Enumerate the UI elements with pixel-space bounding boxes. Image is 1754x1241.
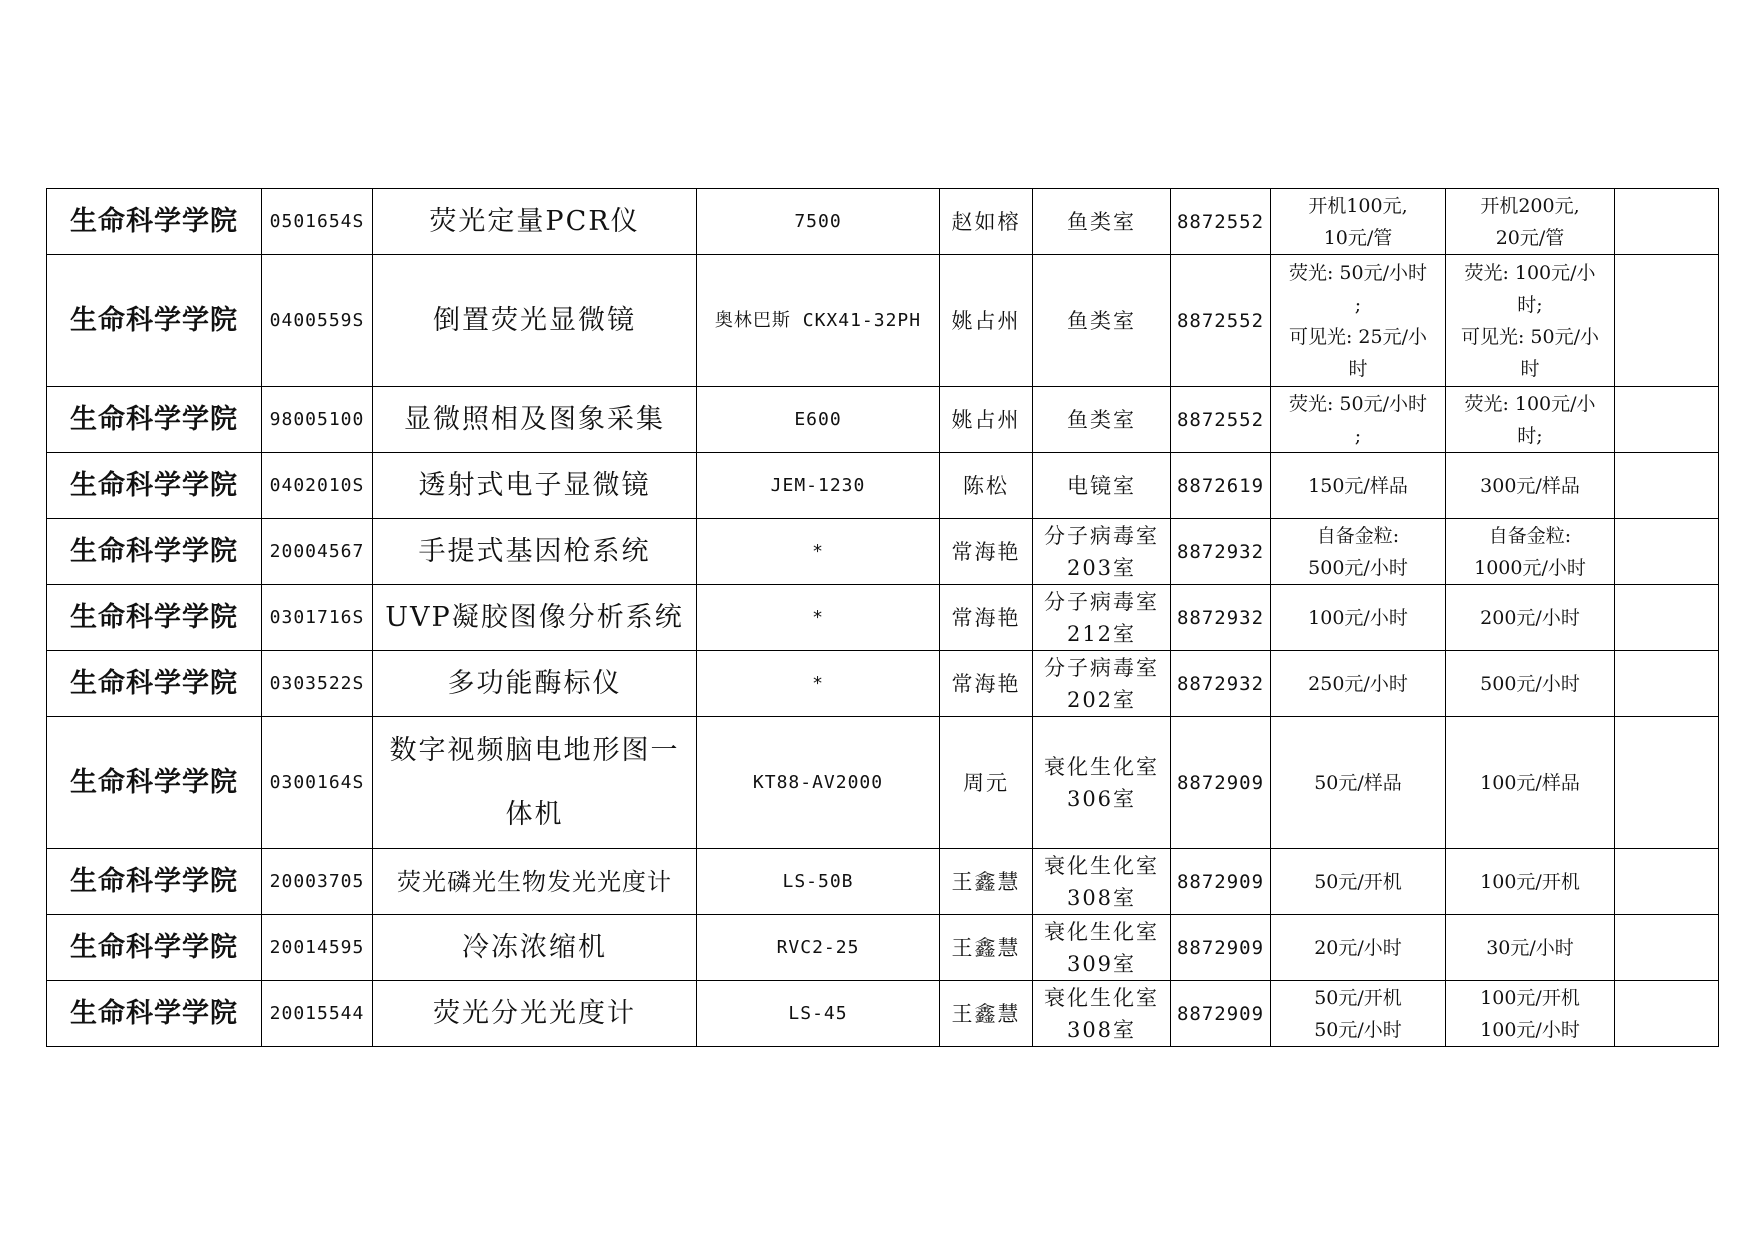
- external-fee-cell: [1446, 981, 1615, 1047]
- table-row: [47, 585, 1719, 651]
- table-row: [47, 717, 1719, 849]
- instrument-name-cell: UVP凝胶图像分析系统: [373, 585, 697, 651]
- internal-fee-cell-line: 荧光: 50元/小时: [1288, 392, 1428, 415]
- model-cell: KT88-AV2000: [697, 717, 940, 849]
- external-fee-cell-line: 可见光: 50元/小: [1460, 325, 1600, 348]
- table-row: [47, 981, 1719, 1047]
- location-cell-line: 308室: [1066, 1017, 1137, 1042]
- internal-fee-cell: [1271, 717, 1446, 849]
- external-fee-cell-line: 500元/小时: [1480, 672, 1580, 695]
- department-cell: 生命科学学院: [47, 519, 262, 585]
- external-fee-cell-line: 时;: [1517, 293, 1543, 316]
- external-fee-cell: [1446, 849, 1615, 915]
- asset-code-cell: 0303522S: [262, 651, 373, 717]
- external-fee-cell-line: 1000元/小时: [1474, 556, 1586, 579]
- contact-person-cell: 赵如榕: [940, 189, 1033, 255]
- remarks-cell: [1615, 453, 1719, 519]
- remarks-cell: [1615, 255, 1719, 387]
- external-fee-cell: [1446, 717, 1615, 849]
- contact-person-cell: 周元: [940, 717, 1033, 849]
- internal-fee-cell-line: 可见光: 25元/小: [1288, 325, 1428, 348]
- asset-code-cell: 0501654S: [262, 189, 373, 255]
- department-cell: 生命科学学院: [47, 387, 262, 453]
- external-fee-cell-line: 荧光: 100元/小: [1464, 261, 1596, 284]
- table-row: [47, 453, 1719, 519]
- department-cell: 生命科学学院: [47, 189, 262, 255]
- instrument-name-cell: 荧光分光光度计: [373, 981, 697, 1047]
- model-cell: *: [697, 519, 940, 585]
- model-cell: RVC2-25: [697, 915, 940, 981]
- internal-fee-cell-line: 50元/开机: [1314, 986, 1402, 1009]
- location-cell: [1033, 189, 1171, 255]
- location-cell: [1033, 387, 1171, 453]
- internal-fee-cell-line: 20元/小时: [1314, 936, 1402, 959]
- model-cell: *: [697, 585, 940, 651]
- location-cell-line: 衰化生化室: [1044, 853, 1159, 878]
- asset-code-cell: 0301716S: [262, 585, 373, 651]
- internal-fee-cell-line: ;: [1354, 424, 1362, 447]
- department-cell: 生命科学学院: [47, 651, 262, 717]
- remarks-cell: [1615, 849, 1719, 915]
- location-cell-line: 衰化生化室: [1044, 919, 1159, 944]
- phone-cell: 8872909: [1171, 849, 1271, 915]
- asset-code-cell: 0300164S: [262, 717, 373, 849]
- asset-code-cell: 20015544: [262, 981, 373, 1047]
- external-fee-cell-line: 100元/小时: [1480, 1018, 1580, 1041]
- phone-cell: 8872552: [1171, 387, 1271, 453]
- instrument-name-cell: 荧光定量PCR仪: [373, 189, 697, 255]
- internal-fee-cell-line: 500元/小时: [1308, 556, 1408, 579]
- phone-cell: 8872909: [1171, 717, 1271, 849]
- contact-person-cell: 姚占州: [940, 387, 1033, 453]
- department-cell: 生命科学学院: [47, 255, 262, 387]
- table-row: [47, 915, 1719, 981]
- table-row: [47, 387, 1719, 453]
- remarks-cell: [1615, 651, 1719, 717]
- external-fee-cell-line: 100元/开机: [1480, 870, 1580, 893]
- external-fee-cell: [1446, 453, 1615, 519]
- internal-fee-cell-line: 50元/小时: [1314, 1018, 1402, 1041]
- internal-fee-cell-line: 时: [1348, 357, 1368, 380]
- external-fee-cell-line: 100元/样品: [1480, 771, 1580, 794]
- external-fee-cell-line: 200元/小时: [1480, 606, 1580, 629]
- external-fee-cell-line: 时: [1520, 357, 1540, 380]
- internal-fee-cell-line: 50元/样品: [1314, 771, 1402, 794]
- remarks-cell: [1615, 189, 1719, 255]
- phone-cell: 8872932: [1171, 585, 1271, 651]
- location-cell: [1033, 849, 1171, 915]
- remarks-cell: [1615, 519, 1719, 585]
- external-fee-cell: [1446, 189, 1615, 255]
- internal-fee-cell-line: 100元/小时: [1308, 606, 1408, 629]
- external-fee-cell: [1446, 387, 1615, 453]
- location-cell-line: 衰化生化室: [1044, 985, 1159, 1010]
- model-cell: 7500: [697, 189, 940, 255]
- external-fee-cell: [1446, 255, 1615, 387]
- phone-cell: 8872909: [1171, 915, 1271, 981]
- internal-fee-cell-line: 250元/小时: [1308, 672, 1408, 695]
- instrument-name-cell: 透射式电子显微镜: [373, 453, 697, 519]
- contact-person-cell: 陈松: [940, 453, 1033, 519]
- internal-fee-cell: [1271, 585, 1446, 651]
- location-cell: [1033, 453, 1171, 519]
- asset-code-cell: 20014595: [262, 915, 373, 981]
- location-cell: [1033, 585, 1171, 651]
- external-fee-cell-line: 开机200元,: [1480, 194, 1580, 217]
- model-cell: *: [697, 651, 940, 717]
- location-cell-line: 分子病毒室: [1044, 523, 1159, 548]
- phone-cell: 8872932: [1171, 651, 1271, 717]
- model-cell: E600: [697, 387, 940, 453]
- model-cell: LS-50B: [697, 849, 940, 915]
- external-fee-cell-line: 时;: [1517, 424, 1543, 447]
- location-cell-line: 分子病毒室: [1044, 655, 1159, 680]
- location-cell: [1033, 915, 1171, 981]
- table-row: [47, 519, 1719, 585]
- remarks-cell: [1615, 915, 1719, 981]
- location-cell: [1033, 651, 1171, 717]
- location-cell: [1033, 519, 1171, 585]
- location-cell: [1033, 255, 1171, 387]
- instrument-table-sheet: [46, 188, 1719, 1047]
- asset-code-cell: 0402010S: [262, 453, 373, 519]
- remarks-cell: [1615, 981, 1719, 1047]
- contact-person-cell: 王鑫慧: [940, 915, 1033, 981]
- external-fee-cell-line: 荧光: 100元/小: [1464, 392, 1596, 415]
- contact-person-cell: 王鑫慧: [940, 981, 1033, 1047]
- location-cell-line: 电镜室: [1067, 473, 1136, 498]
- internal-fee-cell-line: ;: [1354, 293, 1362, 316]
- internal-fee-cell-line: 荧光: 50元/小时: [1288, 261, 1428, 284]
- external-fee-cell-line: 300元/样品: [1480, 474, 1580, 497]
- location-cell-line: 203室: [1066, 555, 1137, 580]
- department-cell: 生命科学学院: [47, 849, 262, 915]
- phone-cell: 8872619: [1171, 453, 1271, 519]
- location-cell: [1033, 717, 1171, 849]
- table-row: [47, 651, 1719, 717]
- location-cell-line: 鱼类室: [1067, 308, 1136, 333]
- asset-code-cell: 20003705: [262, 849, 373, 915]
- location-cell-line: 鱼类室: [1067, 407, 1136, 432]
- external-fee-cell-line: 100元/开机: [1480, 986, 1580, 1009]
- external-fee-cell-line: 20元/管: [1495, 226, 1565, 249]
- instrument-name-cell: 荧光磷光生物发光光度计: [373, 849, 697, 915]
- contact-person-cell: 常海艳: [940, 585, 1033, 651]
- phone-cell: 8872909: [1171, 981, 1271, 1047]
- internal-fee-cell: [1271, 519, 1446, 585]
- model-cell: 奥林巴斯 CKX41-32PH: [697, 255, 940, 387]
- asset-code-cell: 0400559S: [262, 255, 373, 387]
- model-cell: JEM-1230: [697, 453, 940, 519]
- internal-fee-cell: [1271, 453, 1446, 519]
- external-fee-cell: [1446, 915, 1615, 981]
- instrument-name-cell: 多功能酶标仪: [373, 651, 697, 717]
- location-cell-line: 212室: [1066, 621, 1137, 646]
- department-cell: 生命科学学院: [47, 453, 262, 519]
- department-cell: 生命科学学院: [47, 915, 262, 981]
- contact-person-cell: 王鑫慧: [940, 849, 1033, 915]
- instrument-name-cell: 倒置荧光显微镜: [373, 255, 697, 387]
- internal-fee-cell: [1271, 189, 1446, 255]
- department-cell: 生命科学学院: [47, 717, 262, 849]
- location-cell-line: 309室: [1066, 951, 1137, 976]
- remarks-cell: [1615, 387, 1719, 453]
- location-cell-line: 308室: [1066, 885, 1137, 910]
- phone-cell: 8872552: [1171, 189, 1271, 255]
- internal-fee-cell: [1271, 849, 1446, 915]
- external-fee-cell-line: 30元/小时: [1486, 936, 1574, 959]
- location-cell-line: 衰化生化室: [1044, 754, 1159, 779]
- table-row: [47, 849, 1719, 915]
- internal-fee-cell: [1271, 387, 1446, 453]
- location-cell-line: 306室: [1066, 786, 1137, 811]
- contact-person-cell: 常海艳: [940, 651, 1033, 717]
- internal-fee-cell: [1271, 981, 1446, 1047]
- phone-cell: 8872552: [1171, 255, 1271, 387]
- department-cell: 生命科学学院: [47, 981, 262, 1047]
- location-cell: [1033, 981, 1171, 1047]
- instrument-name-cell: 冷冻浓缩机: [373, 915, 697, 981]
- table-row: [47, 189, 1719, 255]
- table-row: [47, 255, 1719, 387]
- asset-code-cell: 98005100: [262, 387, 373, 453]
- contact-person-cell: 常海艳: [940, 519, 1033, 585]
- contact-person-cell: 姚占州: [940, 255, 1033, 387]
- location-cell-line: 鱼类室: [1067, 209, 1136, 234]
- location-cell-line: 202室: [1066, 687, 1137, 712]
- instrument-table: [46, 188, 1719, 1047]
- internal-fee-cell: [1271, 915, 1446, 981]
- remarks-cell: [1615, 717, 1719, 849]
- external-fee-cell: [1446, 519, 1615, 585]
- internal-fee-cell: [1271, 255, 1446, 387]
- external-fee-cell: [1446, 585, 1615, 651]
- internal-fee-cell: [1271, 651, 1446, 717]
- location-cell-line: 分子病毒室: [1044, 589, 1159, 614]
- internal-fee-cell-line: 开机100元,: [1308, 194, 1408, 217]
- asset-code-cell: 20004567: [262, 519, 373, 585]
- instrument-name-cell: 数字视频脑电地形图一体机: [373, 717, 697, 849]
- external-fee-cell: [1446, 651, 1615, 717]
- model-cell: LS-45: [697, 981, 940, 1047]
- internal-fee-cell-line: 10元/管: [1323, 226, 1393, 249]
- phone-cell: 8872932: [1171, 519, 1271, 585]
- internal-fee-cell-line: 50元/开机: [1314, 870, 1402, 893]
- internal-fee-cell-line: 自备金粒:: [1316, 524, 1400, 547]
- internal-fee-cell-line: 150元/样品: [1308, 474, 1408, 497]
- table-body: [47, 189, 1719, 1047]
- remarks-cell: [1615, 585, 1719, 651]
- external-fee-cell-line: 自备金粒:: [1488, 524, 1572, 547]
- department-cell: 生命科学学院: [47, 585, 262, 651]
- instrument-name-cell: 显微照相及图象采集: [373, 387, 697, 453]
- instrument-name-cell: 手提式基因枪系统: [373, 519, 697, 585]
